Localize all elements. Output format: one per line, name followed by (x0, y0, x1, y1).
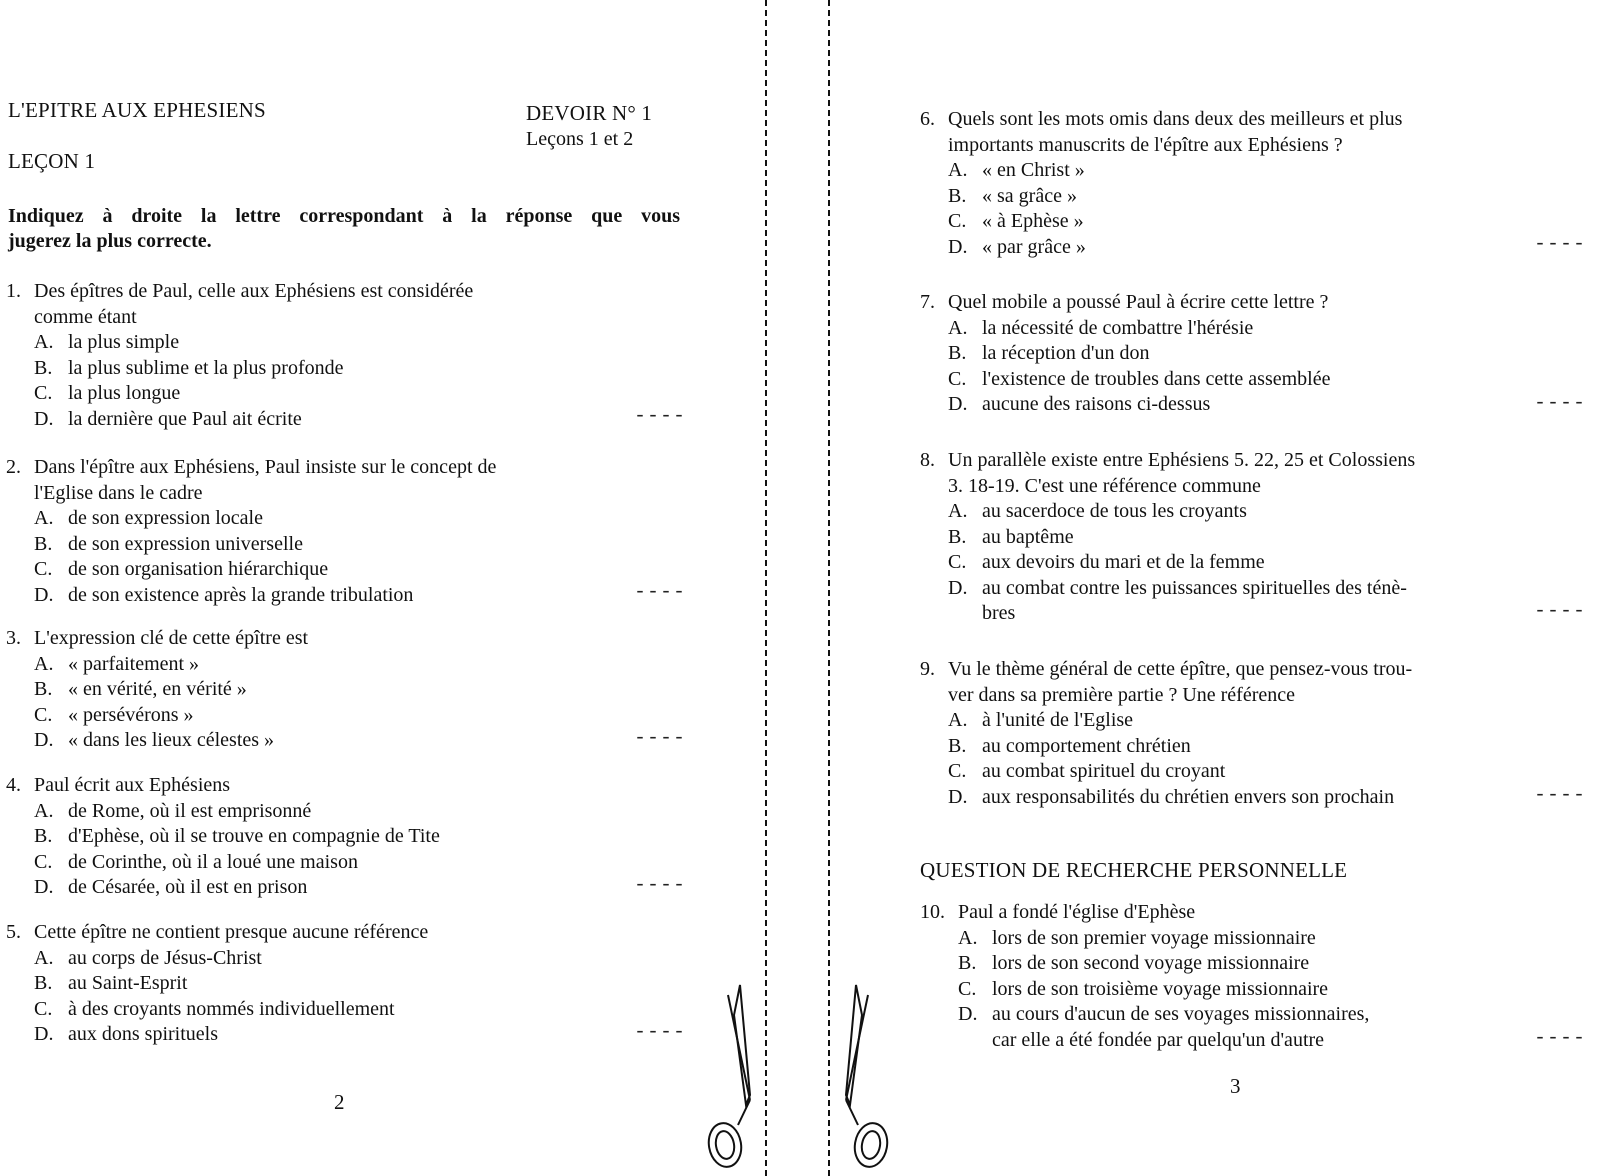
option-b: B. la plus sublime et la plus profonde (34, 356, 344, 379)
question-stem: Quels sont les mots omis dans deux des meilleurs et plus (948, 108, 1403, 130)
option-c: C. « à Ephèse » (948, 210, 1084, 232)
option-c: C. « persévérons » (34, 703, 194, 726)
option-b: B. de son expression universelle (34, 532, 303, 555)
option-c: C. l'existence de troubles dans cette assemblée (948, 367, 1331, 390)
option-b: B. « sa grâce » (948, 184, 1077, 207)
scissors-icon (830, 975, 896, 1175)
answer-blank-4[interactable]: ---- (634, 874, 687, 897)
option-d: D. aux responsabilités du chrétien envers son prochain (948, 785, 1395, 808)
option-b: B. « en vérité, en vérité » (34, 678, 247, 700)
option-c: C. la plus longue (34, 382, 181, 404)
right-page (900, 0, 1600, 1176)
option-a: A. la nécessité de combattre l'hérésie (948, 316, 1254, 339)
question-stem: 3. 18-19. C'est une référence commune (948, 474, 1261, 497)
question-number: 4. (6, 774, 21, 796)
answer-blank-6[interactable]: ---- (1534, 233, 1587, 256)
question-stem: ver dans sa première partie ? Une référence (948, 683, 1296, 706)
question-stem: l'Eglise dans le cadre (34, 481, 203, 504)
question-stem: Vu le thème général de cette épître, que pensez-vous trou- (948, 658, 1413, 680)
answer-blank-5[interactable]: ---- (634, 1021, 687, 1044)
lessons-covered: Leçons 1 et 2 (526, 128, 634, 150)
option-a: A. au corps de Jésus-Christ (34, 946, 262, 969)
question-stem: Paul a fondé l'église d'Ephèse (958, 901, 1196, 923)
option-a: A. la plus simple (34, 331, 180, 353)
option-d-continued: bres (982, 602, 1016, 624)
option-d: D. de Césarée, où il est en prison (34, 876, 308, 898)
answer-blank-1[interactable]: ---- (634, 405, 687, 428)
option-d: D. aucune des raisons ci-dessus (948, 393, 1211, 415)
question-3 (6, 626, 308, 754)
option-c: C. au combat spirituel du croyant (948, 760, 1226, 782)
option-d-continued: car elle a été fondée par quelqu'un d'autre (992, 1028, 1325, 1051)
option-c: C. de son organisation hiérarchique (34, 558, 329, 580)
question-stem: Quel mobile a poussé Paul à écrire cette lettre ? (948, 291, 1329, 313)
question-9 (920, 657, 1412, 810)
question-number: 7. (920, 291, 935, 313)
option-c: C. à des croyants nommés individuellement (34, 997, 395, 1020)
page-number-right: 3 (1230, 1074, 1241, 1098)
option-b: B. d'Ephèse, où il se trouve en compagnie de Tite (34, 825, 440, 847)
question-stem: L'expression clé de cette épître est (34, 627, 309, 649)
option-c: C. aux devoirs du mari et de la femme (948, 551, 1265, 573)
devoir-number: DEVOIR N° 1 (526, 101, 653, 125)
option-a: A. « parfaitement » (34, 652, 200, 675)
question-stem: Paul écrit aux Ephésiens (34, 774, 231, 796)
question-number: 6. (920, 108, 935, 130)
option-a: A. « en Christ » (948, 159, 1085, 181)
question-stem: Un parallèle existe entre Ephésiens 5. 22, 25 et Colossiens (948, 449, 1416, 471)
question-number: 8. (920, 449, 935, 471)
question-number: 1. (6, 280, 21, 302)
option-a: A. à l'unité de l'Eglise (948, 709, 1134, 731)
question-stem: importants manuscrits de l'épître aux Ephésiens ? (948, 133, 1343, 156)
answer-blank-2[interactable]: ---- (634, 581, 687, 604)
option-d: D. de son existence après la grande tribulation (34, 583, 414, 606)
document-title: L'EPITRE AUX EPHESIENS (8, 98, 266, 122)
question-10 (920, 900, 1369, 1053)
question-6 (920, 107, 1402, 260)
question-5 (6, 920, 428, 1048)
option-b: B. au baptême (948, 525, 1074, 548)
question-7 (920, 290, 1330, 418)
option-a: A. de Rome, où il est emprisonné (34, 799, 312, 822)
option-b: B. la réception d'un don (948, 342, 1150, 364)
question-2 (6, 455, 496, 608)
option-a: A. au sacerdoce de tous les croyants (948, 500, 1247, 522)
question-number: 10. (920, 901, 945, 923)
option-d: D. « dans les lieux célestes » (34, 729, 275, 751)
question-number: 9. (920, 658, 935, 680)
option-d: D. au cours d'aucun de ses voyages missionnaires, (958, 1003, 1370, 1025)
answer-blank-7[interactable]: ---- (1534, 392, 1587, 415)
question-number: 3. (6, 627, 21, 649)
option-b: B. au comportement chrétien (948, 734, 1191, 757)
question-1 (6, 279, 473, 432)
option-d: D. « par grâce » (948, 235, 1086, 258)
option-d: D. au combat contre les puissances spirituelles des ténè- (948, 576, 1407, 599)
option-d: D. la dernière que Paul ait écrite (34, 407, 302, 430)
answer-blank-9[interactable]: ---- (1534, 784, 1587, 807)
answer-blank-3[interactable]: ---- (634, 727, 687, 750)
question-stem: Des épîtres de Paul, celle aux Ephésiens est considérée (34, 280, 474, 302)
instructions-line-1: Indiquez à droite la lettre correspondant à la réponse que vous (8, 205, 680, 227)
left-page (0, 0, 700, 1176)
option-a: A. lors de son premier voyage missionnaire (958, 926, 1316, 949)
answer-blank-10[interactable]: ---- (1534, 1027, 1587, 1050)
option-d: D. aux dons spirituels (34, 1023, 218, 1045)
option-c: C. de Corinthe, où il a loué une maison (34, 850, 358, 873)
research-heading: QUESTION DE RECHERCHE PERSONNELLE (920, 858, 1348, 882)
question-stem: Cette épître ne contient presque aucune référence (34, 921, 429, 943)
instructions-line-2: jugerez la plus correcte. (8, 230, 212, 252)
option-b: B. lors de son second voyage missionnaire (958, 952, 1310, 974)
lesson-heading: LEÇON 1 (8, 149, 96, 173)
answer-blank-8[interactable]: ---- (1534, 600, 1587, 623)
scissors-icon (700, 975, 766, 1175)
page-number-left: 2 (334, 1090, 345, 1114)
question-4 (6, 773, 440, 901)
option-b: B. au Saint-Esprit (34, 972, 188, 994)
question-number: 2. (6, 456, 21, 478)
option-a: A. de son expression locale (34, 507, 263, 529)
question-8 (920, 448, 1415, 627)
question-stem: comme étant (34, 305, 137, 328)
question-stem: Dans l'épître aux Ephésiens, Paul insiste sur le concept de (34, 456, 497, 478)
question-number: 5. (6, 921, 21, 943)
option-c: C. lors de son troisième voyage missionnaire (958, 977, 1329, 1000)
